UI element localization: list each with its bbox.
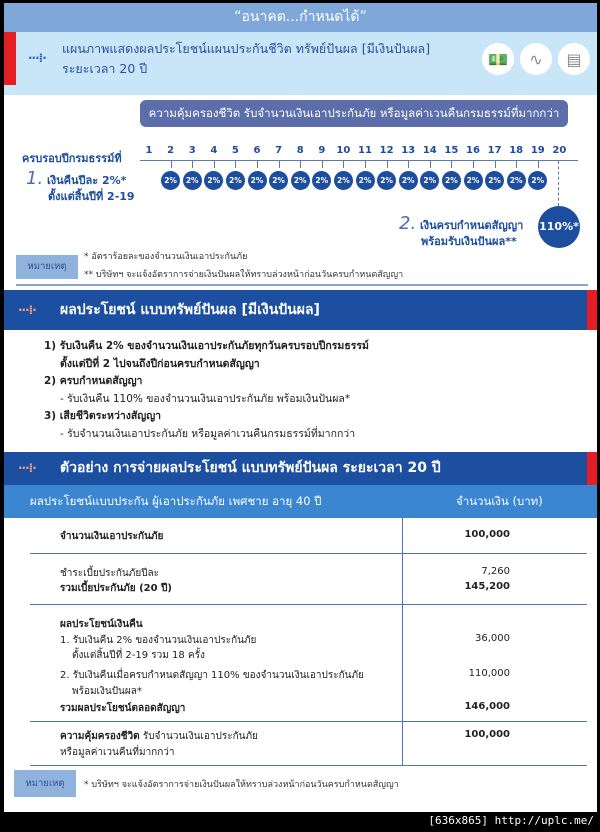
row-label: ความคุ้มครองชีวิต รับจำนวนเงินเอาประกันภัย	[60, 731, 258, 742]
year-number: 16	[466, 145, 480, 156]
row-value: 36,000	[475, 633, 510, 644]
red-accent	[4, 32, 16, 85]
row-label: รวมผลประโยชน์ตลอดสัญญา	[60, 703, 186, 714]
row-divider	[30, 765, 587, 766]
section-example-title: ตัวอย่าง การจ่ายผลประโยชน์ แบบทรัพย์ปันผล ระยะเวลา 20 ปี	[4, 452, 597, 485]
row-value: 7,260	[481, 566, 510, 577]
yearly-cashback-dot: 2%	[161, 171, 180, 190]
row-label: รวมเบี้ยประกันภัย (20 ปี)	[60, 583, 173, 594]
year-number: 17	[487, 145, 502, 156]
slogan-banner: “อนาคต...กำหนดได้”	[4, 3, 597, 32]
row-label: พร้อมเงินปันผล*	[72, 686, 142, 697]
row-label: ชำระเบี้ยประกันภัยปีละ	[60, 568, 160, 579]
yearly-cashback-dot: 2%	[312, 171, 331, 190]
row-label: 1. รับเงินคืน 2% ของจำนวนเงินเอาประกันภัย	[60, 635, 257, 646]
row-label: จำนวนเงินเอาประกันภัย	[60, 531, 164, 542]
row-value: 110,000	[468, 668, 510, 679]
year-number: 19	[530, 145, 545, 156]
row-divider	[30, 553, 587, 554]
column-divider	[402, 518, 403, 765]
row-divider	[30, 604, 587, 605]
divider	[16, 284, 588, 286]
year-tick	[408, 160, 409, 168]
row-value: 145,200	[464, 581, 510, 592]
yearly-cashback-dot: 2%	[442, 171, 461, 190]
timeline-axis	[140, 160, 578, 161]
briefcase-icon: ▤	[558, 43, 590, 75]
yearly-cashback-dot: 2%	[528, 171, 547, 190]
year-tick	[171, 160, 172, 168]
row-value: 146,000	[464, 701, 510, 712]
yearly-cashback-dot: 2%	[183, 171, 202, 190]
year-tick	[516, 160, 517, 168]
year-number: 8	[296, 145, 304, 156]
dots-arrow-icon: ···⁞·	[18, 461, 36, 475]
coverage-pill: ความคุ้มครองชีวิต รับจำนวนเงินเอาประกันภัย หรือมูลค่าเวนคืนกรมธรรม์ที่มากกว่า	[140, 100, 568, 127]
table-header: ผลประโยชน์แบบประกัน ผู้เอาประกันภัย เพศชาย อายุ 40 ปี จำนวนเงิน (บาท)	[4, 485, 597, 518]
yearly-cashback-dot: 2%	[399, 171, 418, 190]
yearly-cashback-dot: 2%	[420, 171, 439, 190]
year-number: 4	[210, 145, 218, 156]
yearly-cashback-dot: 2%	[269, 171, 288, 190]
section-benefits-title: ผลประโยชน์ แบบทรัพย์ปันผล [มีเงินปันผล]	[4, 290, 597, 330]
year-tick	[495, 160, 496, 168]
yearly-cashback-dot: 2%	[226, 171, 245, 190]
brochure-page	[4, 3, 597, 812]
plan-title: แผนภาพแสดงผลประโยชน์แผนประกันชีวิต ทรัพย์ปันผล [มีเงินปันผล] ระยะเวลา 20 ปี	[62, 41, 431, 76]
year-number: 18	[509, 145, 524, 156]
yearly-cashback-dot: 2%	[507, 171, 526, 190]
year-tick	[473, 160, 474, 168]
year-tick	[387, 160, 388, 168]
note-label: หมายเหตุ	[14, 770, 76, 797]
money-icon: 💵	[482, 43, 514, 75]
year-tick	[538, 160, 539, 168]
yearly-cashback-dot: 2%	[291, 171, 310, 190]
year-number: 2	[167, 145, 175, 156]
yearly-cashback-dot: 2%	[485, 171, 504, 190]
benefit2-label: 2. เงินครบกำหนดสัญญา พร้อมรับเงินปันผล**	[399, 213, 524, 248]
red-accent	[587, 290, 597, 330]
note-label: หมายเหตุ	[16, 255, 78, 279]
maturity-dash	[558, 161, 559, 206]
year-number: 13	[401, 145, 416, 156]
year-number: 14	[422, 145, 437, 156]
year-tick	[322, 160, 323, 168]
stethoscope-icon: ∿	[520, 43, 552, 75]
year-tick	[235, 160, 236, 168]
year-number: 6	[253, 145, 261, 156]
yearly-cashback-dot: 2%	[334, 171, 353, 190]
maturity-circle: 110%*	[538, 206, 580, 248]
row-divider	[30, 721, 587, 722]
note-item: * อัตราร้อยละของจำนวนเงินเอาประกันภัย	[84, 252, 248, 262]
year-number: 15	[444, 145, 459, 156]
year-tick	[300, 160, 301, 168]
year-tick	[214, 160, 215, 168]
year-tick	[343, 160, 344, 168]
row-label: ตั้งแต่สิ้นปีที่ 2-19 รวม 18 ครั้ง	[72, 650, 205, 661]
year-number: 20	[552, 145, 567, 156]
year-number: 11	[358, 145, 372, 156]
yearly-cashback-dot: 2%	[377, 171, 396, 190]
year-number: 7	[275, 145, 283, 156]
yearly-cashback-dot: 2%	[204, 171, 223, 190]
year-number: 10	[336, 145, 351, 156]
watermark-footer: [636x865] http://uplc.me/	[428, 814, 594, 827]
red-accent	[587, 452, 597, 485]
year-number: 9	[318, 145, 326, 156]
yearly-cashback-dot: 2%	[464, 171, 483, 190]
year-tick	[279, 160, 280, 168]
note-item: ** บริษัทฯ จะแจ้งอัตราการจ่ายเงินปันผลให้ทราบล่วงหน้าก่อนวันครบกำหนดสัญญา	[84, 270, 404, 280]
row-label: ผลประโยชน์เงินคืน	[60, 619, 143, 630]
dots-arrow-icon: ···⁞·	[18, 303, 36, 317]
row-value: 100,000	[464, 529, 510, 540]
benefit1-label: 1. เงินคืนปีละ 2%* ตั้งแต่สิ้นปีที่ 2-19	[26, 168, 135, 203]
year-number: 12	[379, 145, 394, 156]
yearly-cashback-dot: 2%	[248, 171, 267, 190]
year-number: 3	[188, 145, 196, 156]
policy-year-label: ครบรอบปีกรมธรรม์ที่	[22, 152, 122, 165]
year-tick	[430, 160, 431, 168]
year-tick	[192, 160, 193, 168]
row-label: หรือมูลค่าเวนคืนที่มากกว่า	[60, 747, 175, 758]
benefits-list: 1) รับเงินคืน 2% ของจำนวนเงินเอาประกันภัยทุกวันครบรอบปีกรมธรรม์ ตั้งแต่ปีที่ 2 ไปจนถึงปีก่อนครบกำหนดสัญญา 2) ครบกำหนดสัญญา - รับเงินคืน 110% ของจำนวนเงินเอาประกันภัย พร้อมเงินปันผล* 3) เสียชีวิตระหว่างสัญญา - รับจำนวนเงินเอาประกันภัย หรือมูลค่าเวนคืนกรมธรรม์ที่มากกว่า	[44, 340, 369, 440]
yearly-cashback-dot: 2%	[356, 171, 375, 190]
note-item: * บริษัทฯ จะแจ้งอัตราการจ่ายเงินปันผลให้ทราบล่วงหน้าก่อนวันครบกำหนดสัญญา	[84, 780, 399, 790]
year-tick	[257, 160, 258, 168]
row-value: 100,000	[464, 729, 510, 740]
year-tick	[365, 160, 366, 168]
year-number: 1	[145, 145, 153, 156]
row-label: 2. รับเงินคืนเมื่อครบกำหนดสัญญา 110% ของจำนวนเงินเอาประกันภัย	[60, 670, 364, 681]
year-number: 5	[231, 145, 239, 156]
dots-arrow-icon: ···⁞·	[28, 51, 46, 65]
year-tick	[451, 160, 452, 168]
